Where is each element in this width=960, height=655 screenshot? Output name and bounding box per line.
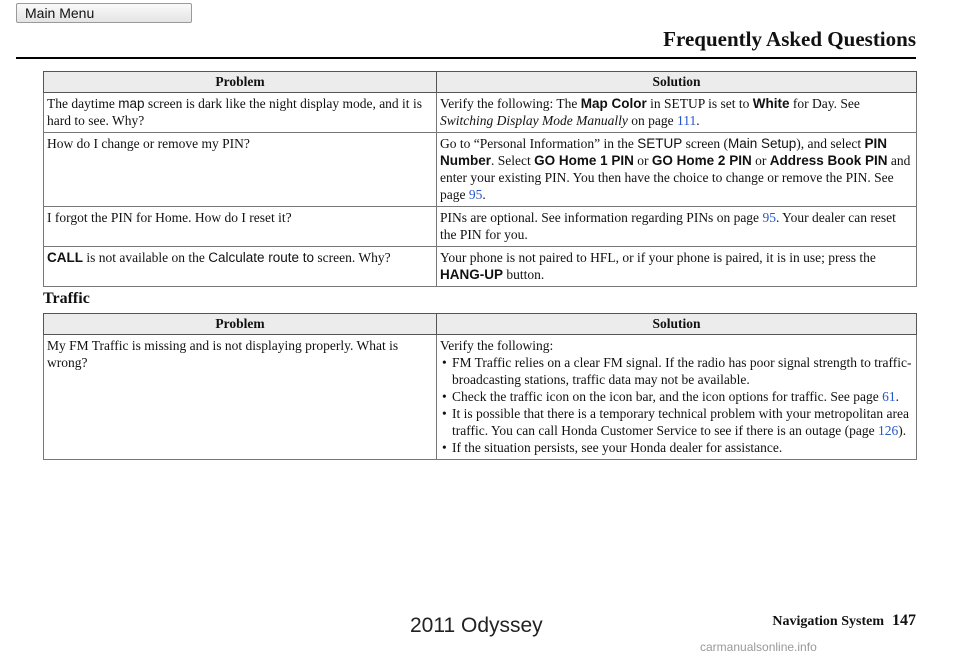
setup-term: SETUP bbox=[637, 136, 683, 151]
title-divider bbox=[16, 57, 916, 59]
page-link-111[interactable]: 111 bbox=[676, 113, 697, 128]
white-term: White bbox=[752, 96, 790, 111]
problem-cell: CALL is not available on the Calculate route to screen. Why? bbox=[44, 247, 437, 287]
table-header-row bbox=[44, 314, 917, 335]
vehicle-model-watermark: 2011 Odyssey bbox=[410, 614, 543, 637]
solution-cell: PINs are optional. See information regarding PINs on page 95. Your dealer can reset the PIN for you. bbox=[437, 207, 917, 247]
main-menu-button[interactable]: Main Menu bbox=[16, 3, 192, 23]
go-home-2-pin-term: GO Home 2 PIN bbox=[651, 153, 752, 168]
solution-intro: Verify the following: bbox=[440, 338, 554, 353]
table-row bbox=[44, 207, 917, 247]
site-watermark: carmanualsonline.info bbox=[700, 640, 817, 654]
solution-header: Solution bbox=[437, 72, 917, 93]
solution-cell: Go to “Personal Information” in the SETUP screen (Main Setup), and select PIN Number. Select GO Home 1 PIN or GO Home 2 PIN or Address Book PIN and enter your existing PIN. You then have the choice to change or remove the PIN. See page 95. bbox=[437, 133, 917, 207]
list-item: • It is possible that there is a temporary technical problem with your metropolitan area traffic. You can call Honda Customer Service to see if there is an outage (page 126). bbox=[440, 405, 912, 439]
table-row bbox=[44, 335, 917, 460]
call-term: CALL bbox=[47, 250, 83, 265]
solution-cell: Verify the following: The Map Color in SETUP is set to White for Day. See Switching Display Mode Manually on page 111. bbox=[437, 93, 917, 133]
page-link-61[interactable]: 61 bbox=[882, 389, 896, 404]
table-row bbox=[44, 133, 917, 207]
problem-cell: My FM Traffic is missing and is not displaying properly. What is wrong? bbox=[44, 335, 437, 460]
problem-cell: I forgot the PIN for Home. How do I reset it? bbox=[44, 207, 437, 247]
footer-section-label: Navigation System bbox=[772, 614, 884, 629]
page-link-95[interactable]: 95 bbox=[762, 210, 776, 225]
page-link-126[interactable]: 126 bbox=[878, 423, 899, 438]
calculate-route-term: Calculate route to bbox=[208, 250, 315, 265]
solution-cell bbox=[437, 335, 917, 460]
problem-cell: The daytime map screen is dark like the night display mode, and it is hard to see. Why? bbox=[44, 93, 437, 133]
page-footer bbox=[772, 612, 916, 630]
page-link-95[interactable]: 95 bbox=[468, 187, 483, 202]
traffic-heading: Traffic bbox=[43, 290, 90, 307]
table-header-row bbox=[44, 72, 917, 93]
page-number: 147 bbox=[892, 612, 916, 629]
page-title: Frequently Asked Questions bbox=[663, 27, 916, 51]
solution-header: Solution bbox=[437, 314, 917, 335]
map-color-term: Map Color bbox=[580, 96, 647, 111]
list-item: • If the situation persists, see your Honda dealer for assistance. bbox=[440, 439, 912, 456]
problem-header: Problem bbox=[44, 72, 437, 93]
hang-up-term: HANG-UP bbox=[440, 267, 503, 282]
solution-cell: Your phone is not paired to HFL, or if your phone is paired, it is in use; press the HANG-UP button. bbox=[437, 247, 917, 287]
main-setup-term: Main Setup bbox=[727, 136, 797, 151]
faq-table-traffic bbox=[43, 313, 917, 460]
problem-cell: How do I change or remove my PIN? bbox=[44, 133, 437, 207]
map-term: map bbox=[118, 96, 145, 111]
table-row bbox=[44, 247, 917, 287]
pin-number-term: PIN Number bbox=[440, 136, 887, 168]
go-home-1-pin-term: GO Home 1 PIN bbox=[534, 153, 634, 168]
address-book-pin-term: Address Book PIN bbox=[769, 153, 888, 168]
solution-list bbox=[440, 354, 912, 456]
table-row bbox=[44, 93, 917, 133]
faq-table-general bbox=[43, 71, 917, 287]
problem-header: Problem bbox=[44, 314, 437, 335]
list-item: • Check the traffic icon on the icon bar, and the icon options for traffic. See page 61. bbox=[440, 388, 912, 405]
list-item: • FM Traffic relies on a clear FM signal. If the radio has poor signal strength to traffic-broadcasting stations, traffic data may not be available. bbox=[440, 354, 912, 388]
section-reference: Switching Display Mode Manually bbox=[440, 113, 628, 128]
